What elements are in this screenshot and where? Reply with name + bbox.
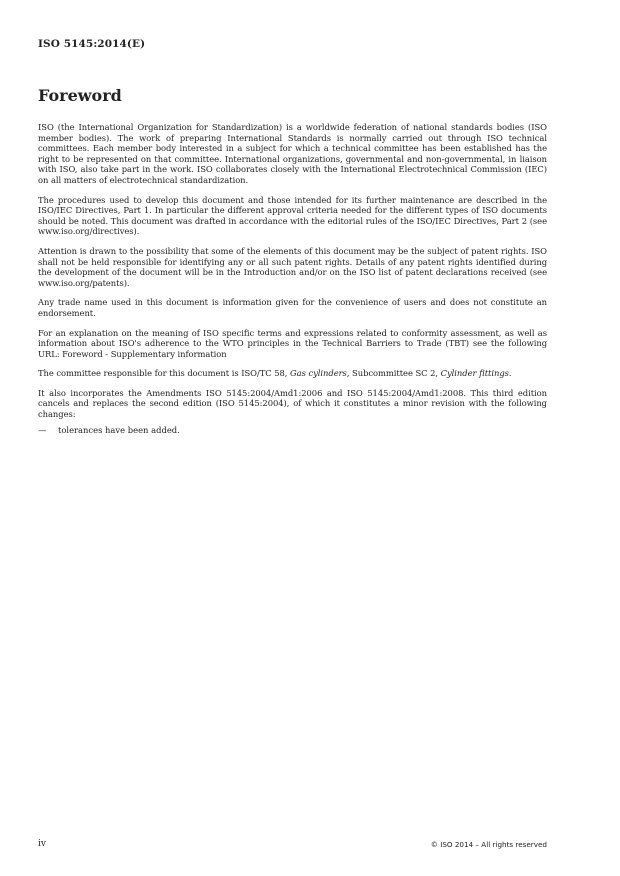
list-item (38, 425, 547, 436)
page-number: iv (38, 839, 46, 849)
list-item-text: tolerances have been added. (58, 424, 180, 435)
paragraph-iso-intro: ISO (the International Organization for Standardization) is a worldwide federation of national standards bodies (ISO member bodies). The work of preparing International Standards is normally carried out through ISO technical committees. Each member body interested in a subject for which a technical committee has been established has the right to be represented on that committee. International organizations, governmental and non-governmental, in liaison with ISO, also take part in the work. ISO collaborates closely with the International Electrotechnical Commission (IEC) on all matters of electrotechnical standardization. (38, 122, 547, 185)
paragraph-procedures: The procedures used to develop this document and those intended for its further maintenance are described in the ISO/IEC Directives, Part 1. In particular the different approval criteria needed for the different types of ISO documents should be noted. This document was drafted in accordance with the editorial rules of the ISO/IEC Directives, Part 2 (see www.iso.org/directives). (38, 194, 547, 237)
document-id: ISO 5145:2014(E) (38, 38, 146, 50)
committee-middle: , Subcommittee SC 2, (346, 368, 441, 379)
paragraph-trade-names: Any trade name used in this document is information given for the convenience of users and does not constitute an endorsement. (38, 297, 547, 318)
paragraph-committee (38, 368, 547, 379)
foreword-body (38, 122, 547, 435)
committee-prefix: The committee responsible for this document is ISO/TC 58, (38, 368, 291, 379)
paragraph-conformity: For an explanation on the meaning of ISO specific terms and expressions related to conformity assessment, as well as information about ISO's adherence to the WTO principles in the Technical Barriers to Trade (TBT) see the following URL: Foreword - Supplementary information (38, 327, 547, 359)
paragraph-patents: Attention is drawn to the possibility that some of the elements of this document may be the subject of patent rights. ISO shall not be held responsible for identifying any or all such patent rights. Details of any patent rights identified during the development of the document will be in the Introduction and/or on the ISO list of patent declarations received (see www.iso.org/patents). (38, 245, 547, 288)
section-title: Foreword (38, 86, 122, 105)
copyright-notice: © ISO 2014 – All rights reserved (430, 840, 547, 849)
committee-name: Gas cylinders (290, 368, 347, 379)
document-page (38, 0, 547, 876)
paragraph-amendments: It also incorporates the Amendments ISO 5145:2004/Amd1:2006 and ISO 5145:2004/Amd1:2008. This third edition cancels and replaces the second edition (ISO 5145:2004), of which it constitutes a minor revision with the following changes: (38, 387, 547, 420)
list-dash: — (38, 424, 47, 435)
committee-suffix: . (508, 368, 512, 379)
subcommittee-name: Cylinder fittings (440, 368, 509, 379)
